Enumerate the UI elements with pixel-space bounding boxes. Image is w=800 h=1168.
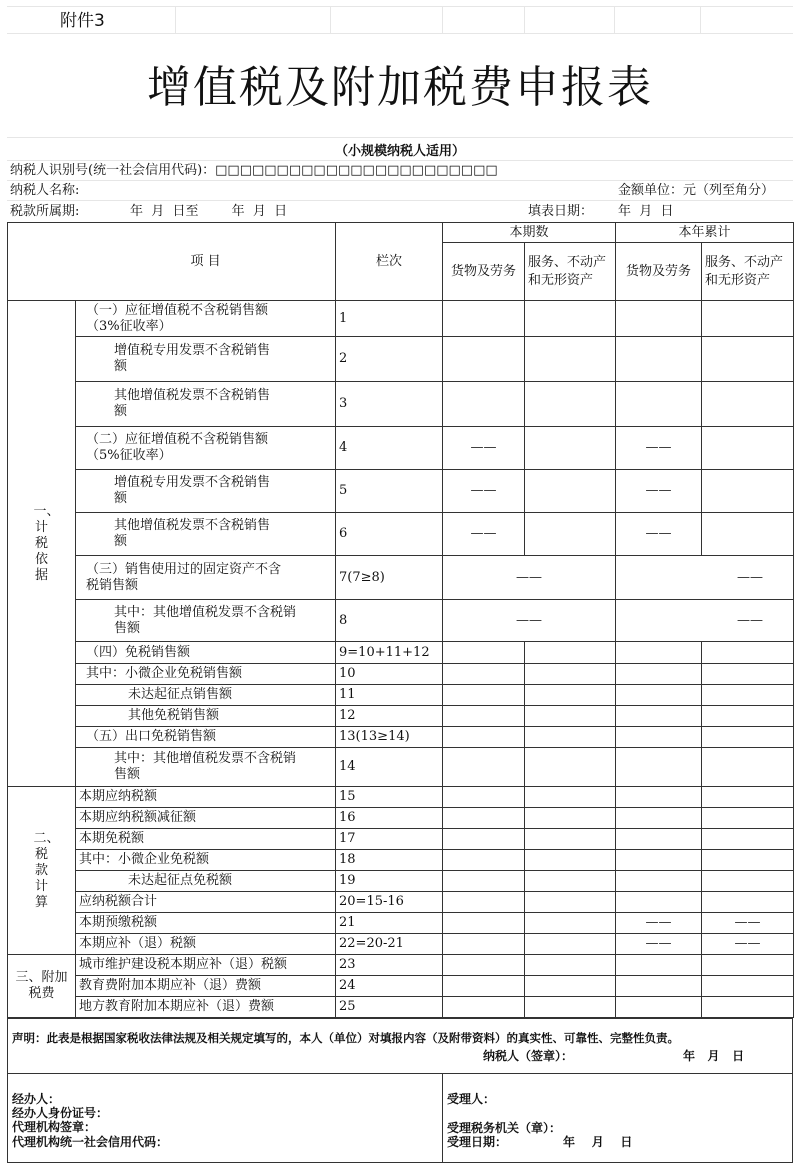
row-item: 本期免税额 (76, 829, 336, 850)
row-seq: 5 (336, 470, 443, 513)
declaration-table (7, 222, 794, 1018)
row-seq: 17 (336, 829, 443, 850)
input-cell[interactable] (525, 955, 616, 976)
input-cell[interactable] (616, 871, 702, 892)
input-cell[interactable] (616, 301, 702, 337)
section-label: 二、税款计算 (8, 787, 76, 955)
input-cell[interactable] (443, 685, 525, 706)
row-seq: 8 (336, 600, 443, 642)
input-cell[interactable] (525, 913, 616, 934)
input-cell[interactable] (525, 685, 616, 706)
input-cell[interactable] (443, 382, 525, 427)
row-seq: 23 (336, 955, 443, 976)
input-cell[interactable] (702, 850, 794, 871)
row-item: 增值税专用发票不含税销售额 (76, 337, 336, 382)
input-cell[interactable] (525, 871, 616, 892)
input-cell[interactable] (525, 787, 616, 808)
receiver-field[interactable]: 受理人： (447, 1092, 496, 1106)
row-seq: 15 (336, 787, 443, 808)
fill-date-label: 填表日期： (528, 204, 594, 219)
input-cell[interactable] (702, 337, 794, 382)
row-seq: 4 (336, 427, 443, 470)
input-cell[interactable] (525, 976, 616, 997)
row-seq: 12 (336, 706, 443, 727)
row-item: （四）免税销售额 (76, 642, 336, 664)
input-cell[interactable] (443, 727, 525, 748)
dash-cell: —— (443, 427, 525, 470)
row-item: 本期应补（退）税额 (76, 934, 336, 955)
row-seq: 21 (336, 913, 443, 934)
dash-cell: —— (443, 513, 525, 556)
input-cell[interactable] (525, 997, 616, 1018)
dash-cell: —— (443, 470, 525, 513)
receive-date-value[interactable]: 年 月 日 (563, 1135, 633, 1149)
agency-credit-code-field[interactable]: 代理机构统一社会信用代码： (12, 1135, 169, 1149)
row-seq: 14 (336, 748, 443, 787)
input-cell[interactable] (702, 301, 794, 337)
taxpayer-name-label[interactable]: 纳税人名称: (10, 183, 80, 198)
section-label: 一、计税依据 (8, 301, 76, 787)
input-cell[interactable] (525, 470, 616, 513)
receiver-block (442, 1073, 793, 1163)
dash-cell: —— (616, 600, 794, 642)
dash-cell: —— (616, 513, 702, 556)
input-cell[interactable] (616, 727, 702, 748)
row-item: 其中：其他增值税发票不含税销售额 (76, 600, 336, 642)
row-item: （三）销售使用过的固定资产不含税销售额 (76, 556, 336, 600)
input-cell[interactable] (443, 850, 525, 871)
tax-period-label: 税款所属期: (10, 204, 80, 219)
header-year-to-date: 本年累计 (616, 223, 794, 243)
input-cell[interactable] (525, 337, 616, 382)
header-goods: 货物及劳务 (616, 243, 702, 301)
input-cell[interactable] (616, 748, 702, 787)
input-cell[interactable] (616, 706, 702, 727)
input-cell[interactable] (443, 976, 525, 997)
input-cell[interactable] (616, 955, 702, 976)
input-cell[interactable] (702, 748, 794, 787)
amount-unit: 金额单位：元（列至角分） (618, 183, 775, 198)
handler-field[interactable]: 经办人： (12, 1092, 61, 1106)
row-seq: 24 (336, 976, 443, 997)
input-cell[interactable] (702, 808, 794, 829)
input-cell[interactable] (443, 997, 525, 1018)
input-cell[interactable] (702, 427, 794, 470)
input-cell[interactable] (525, 934, 616, 955)
taxpayer-id-label[interactable]: 纳税人识别号(统一社会信用代码)：□□□□□□□□□□□□□□□□□□□□□□□ (10, 163, 498, 178)
row-item: 其他免税销售额 (76, 706, 336, 727)
row-item: 其中：小微企业免税额 (76, 850, 336, 871)
row-seq: 11 (336, 685, 443, 706)
dash-cell: —— (616, 913, 702, 934)
input-cell[interactable] (702, 642, 794, 664)
input-cell[interactable] (616, 829, 702, 850)
taxpayer-signature[interactable]: 纳税人（签章）： (483, 1049, 574, 1063)
row-seq: 18 (336, 850, 443, 871)
section-label: 三、附加税费 (8, 955, 76, 1018)
input-cell[interactable] (525, 850, 616, 871)
input-cell[interactable] (525, 642, 616, 664)
input-cell[interactable] (443, 829, 525, 850)
row-seq: 10 (336, 664, 443, 685)
row-seq: 13(13≥14) (336, 727, 443, 748)
row-seq: 6 (336, 513, 443, 556)
row-item: 应纳税额合计 (76, 892, 336, 913)
declaration-date[interactable]: 年 月 日 (683, 1049, 745, 1063)
input-cell[interactable] (443, 871, 525, 892)
header-goods: 货物及劳务 (443, 243, 525, 301)
input-cell[interactable] (616, 337, 702, 382)
row-seq: 16 (336, 808, 443, 829)
dash-cell: —— (616, 556, 794, 600)
input-cell[interactable] (443, 808, 525, 829)
row-item: 未达起征点销售额 (76, 685, 336, 706)
input-cell[interactable] (702, 664, 794, 685)
input-cell[interactable] (702, 997, 794, 1018)
input-cell[interactable] (443, 301, 525, 337)
row-seq: 9=10+11+12 (336, 642, 443, 664)
header-current-period: 本期数 (443, 223, 616, 243)
row-item: 其他增值税发票不含税销售额 (76, 382, 336, 427)
input-cell[interactable] (616, 382, 702, 427)
handler-id-field[interactable]: 经办人身份证号： (12, 1106, 109, 1120)
declaration-text: 声明：此表是根据国家税收法律法规及相关规定填写的，本人（单位）对填报内容（及附带资料）的真实性、可靠性、完整性负责。 (12, 1031, 679, 1045)
input-cell[interactable] (443, 934, 525, 955)
form-subtitle: （小规模纳税人适用） (334, 144, 465, 159)
input-cell[interactable] (443, 748, 525, 787)
declaration-block (7, 1018, 793, 1074)
row-item: 其中：其他增值税发票不含税销售额 (76, 748, 336, 787)
input-cell[interactable] (525, 829, 616, 850)
dash-cell: —— (443, 556, 616, 600)
input-cell[interactable] (443, 892, 525, 913)
input-cell[interactable] (443, 706, 525, 727)
dash-cell: —— (702, 934, 794, 955)
receive-date-label: 受理日期： (447, 1135, 508, 1149)
row-item: （二）应征增值税不含税销售额（5%征收率） (76, 427, 336, 470)
input-cell[interactable] (702, 892, 794, 913)
input-cell[interactable] (702, 787, 794, 808)
input-cell[interactable] (616, 787, 702, 808)
dash-cell: —— (443, 600, 616, 642)
input-cell[interactable] (702, 706, 794, 727)
input-cell[interactable] (525, 892, 616, 913)
input-cell[interactable] (702, 871, 794, 892)
row-seq: 2 (336, 337, 443, 382)
input-cell[interactable] (525, 808, 616, 829)
dash-cell: —— (702, 913, 794, 934)
input-cell[interactable] (616, 808, 702, 829)
row-item: （一）应征增值税不含税销售额（3%征收率） (76, 301, 336, 337)
input-cell[interactable] (616, 892, 702, 913)
row-item: 本期应纳税额 (76, 787, 336, 808)
row-item: 教育费附加本期应补（退）费额 (76, 976, 336, 997)
input-cell[interactable] (525, 706, 616, 727)
header-item: 项 目 (8, 223, 336, 301)
input-cell[interactable] (443, 913, 525, 934)
row-seq: 22=20-21 (336, 934, 443, 955)
tax-office-field[interactable]: 受理税务机关（章）： (447, 1121, 562, 1135)
input-cell[interactable] (525, 382, 616, 427)
input-cell[interactable] (702, 727, 794, 748)
row-item: 城市维护建设税本期应补（退）税额 (76, 955, 336, 976)
input-cell[interactable] (616, 976, 702, 997)
input-cell[interactable] (525, 301, 616, 337)
input-cell[interactable] (443, 664, 525, 685)
input-cell[interactable] (525, 513, 616, 556)
tax-period-value[interactable]: 年 月 日至 年 月 日 (130, 204, 288, 219)
row-seq: 7(7≥8) (336, 556, 443, 600)
header-services: 服务、不动产和无形资产 (525, 243, 616, 301)
agent-block (7, 1073, 443, 1163)
input-cell[interactable] (702, 470, 794, 513)
input-cell[interactable] (525, 427, 616, 470)
dash-cell: —— (616, 934, 702, 955)
input-cell[interactable] (443, 787, 525, 808)
input-cell[interactable] (443, 642, 525, 664)
input-cell[interactable] (525, 664, 616, 685)
input-cell[interactable] (702, 829, 794, 850)
input-cell[interactable] (702, 685, 794, 706)
input-cell[interactable] (702, 513, 794, 556)
row-item: （五）出口免税销售额 (76, 727, 336, 748)
row-item: 其中：小微企业免税销售额 (76, 664, 336, 685)
input-cell[interactable] (525, 748, 616, 787)
row-item: 本期预缴税额 (76, 913, 336, 934)
input-cell[interactable] (702, 382, 794, 427)
row-item: 未达起征点免税额 (76, 871, 336, 892)
agency-seal-field[interactable]: 代理机构签章： (12, 1120, 97, 1134)
input-cell[interactable] (616, 664, 702, 685)
row-seq: 3 (336, 382, 443, 427)
input-cell[interactable] (616, 642, 702, 664)
row-item: 本期应纳税额减征额 (76, 808, 336, 829)
row-seq: 19 (336, 871, 443, 892)
dash-cell: —— (616, 427, 702, 470)
dash-cell: —— (616, 470, 702, 513)
row-seq: 25 (336, 997, 443, 1018)
fill-date-value[interactable]: 年 月 日 (618, 204, 674, 219)
input-cell[interactable] (702, 976, 794, 997)
input-cell[interactable] (443, 337, 525, 382)
page-title: 增值税及附加税费申报表 (147, 62, 653, 113)
row-item: 增值税专用发票不含税销售额 (76, 470, 336, 513)
input-cell[interactable] (525, 727, 616, 748)
row-item: 地方教育附加本期应补（退）费额 (76, 997, 336, 1018)
input-cell[interactable] (616, 997, 702, 1018)
input-cell[interactable] (443, 955, 525, 976)
input-cell[interactable] (616, 850, 702, 871)
attachment-label: 附件3 (60, 11, 105, 31)
header-seq: 栏次 (336, 223, 443, 301)
row-item: 其他增值税发票不含税销售额 (76, 513, 336, 556)
header-services: 服务、不动产和无形资产 (702, 243, 794, 301)
input-cell[interactable] (616, 685, 702, 706)
row-seq: 1 (336, 301, 443, 337)
input-cell[interactable] (702, 955, 794, 976)
row-seq: 20=15-16 (336, 892, 443, 913)
